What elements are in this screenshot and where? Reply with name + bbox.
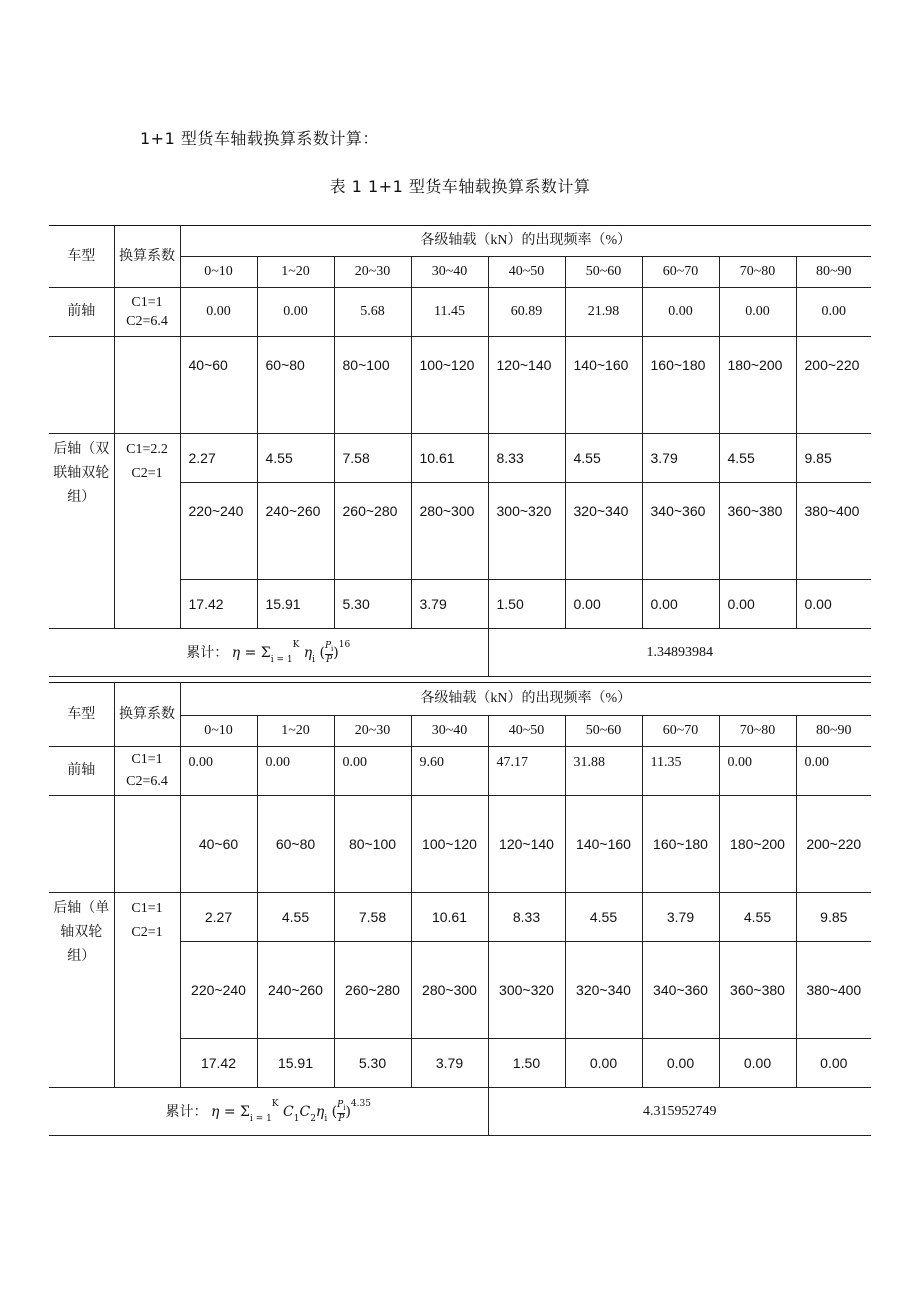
range-header: 60~70 bbox=[642, 257, 719, 288]
rear-range: 180~200 bbox=[719, 796, 796, 893]
sum-label: 累计： bbox=[165, 1105, 208, 1120]
rear-range: 40~60 bbox=[180, 337, 257, 434]
range-header: 30~40 bbox=[411, 257, 488, 288]
formula-lower: i = 1 bbox=[249, 1114, 272, 1124]
rear-value: 10.61 bbox=[411, 893, 488, 942]
rear-value: 0.00 bbox=[642, 1039, 719, 1088]
rear-value: 2.27 bbox=[180, 893, 257, 942]
rear-value: 7.58 bbox=[334, 893, 411, 942]
rear-value: 15.91 bbox=[257, 580, 334, 629]
front-coef bbox=[114, 747, 180, 796]
rear-range: 300~320 bbox=[488, 942, 565, 1039]
front-value: 11.35 bbox=[642, 747, 719, 796]
range-header: 0~10 bbox=[180, 716, 257, 747]
rear-range: 200~220 bbox=[796, 337, 871, 434]
sum-label: 累计： bbox=[186, 646, 229, 661]
rear-value: 0.00 bbox=[565, 1039, 642, 1088]
front-coef bbox=[114, 288, 180, 337]
frac-num: P bbox=[324, 641, 332, 652]
frequency-header: 各级轴载（kN）的出现频率（%） bbox=[180, 226, 871, 257]
empty-cell bbox=[114, 337, 180, 434]
rear-coef bbox=[114, 893, 180, 1088]
front-axle-label: 前轴 bbox=[49, 288, 114, 337]
rear-c2: C2=1 bbox=[131, 466, 163, 481]
rear-range: 160~180 bbox=[642, 337, 719, 434]
range-header: 0~10 bbox=[180, 257, 257, 288]
rear-range: 340~360 bbox=[642, 483, 719, 580]
rear-value: 7.58 bbox=[334, 434, 411, 483]
front-value: 0.00 bbox=[796, 288, 871, 337]
rear-value: 3.79 bbox=[411, 1039, 488, 1088]
rear-value: 1.50 bbox=[488, 1039, 565, 1088]
range-header: 60~70 bbox=[642, 716, 719, 747]
front-value: 0.00 bbox=[180, 288, 257, 337]
formula-lower: i = 1 bbox=[270, 655, 293, 665]
range-header: 80~90 bbox=[796, 257, 871, 288]
rear-value: 0.00 bbox=[719, 1039, 796, 1088]
rear-value: 5.30 bbox=[334, 580, 411, 629]
rear-range: 320~340 bbox=[565, 483, 642, 580]
vehicle-type-header: 车型 bbox=[49, 226, 114, 288]
rear-range: 360~380 bbox=[719, 942, 796, 1039]
empty-cell bbox=[49, 796, 114, 893]
rear-value: 9.85 bbox=[796, 434, 871, 483]
frac-den: P bbox=[326, 654, 333, 665]
formula-exponent: 4.35 bbox=[350, 1099, 371, 1109]
range-header: 40~50 bbox=[488, 716, 565, 747]
formula-upper: K bbox=[271, 1099, 279, 1109]
rear-range: 260~280 bbox=[334, 483, 411, 580]
axle-load-table-1 bbox=[49, 225, 871, 677]
rear-range: 40~60 bbox=[180, 796, 257, 893]
rear-range: 300~320 bbox=[488, 483, 565, 580]
front-value: 0.00 bbox=[719, 288, 796, 337]
sum-cell bbox=[49, 629, 488, 677]
front-value: 31.88 bbox=[565, 747, 642, 796]
rear-range: 60~80 bbox=[257, 796, 334, 893]
rear-value: 1.50 bbox=[488, 580, 565, 629]
front-value: 9.60 bbox=[411, 747, 488, 796]
rear-axle-label: 后轴（双联轴双轮组） bbox=[49, 434, 114, 629]
front-value: 0.00 bbox=[642, 288, 719, 337]
range-header: 20~30 bbox=[334, 716, 411, 747]
rear-range: 320~340 bbox=[565, 942, 642, 1039]
front-value: 0.00 bbox=[796, 747, 871, 796]
empty-cell bbox=[49, 337, 114, 434]
rear-value: 8.33 bbox=[488, 893, 565, 942]
rear-range: 200~220 bbox=[796, 796, 871, 893]
front-value: 11.45 bbox=[411, 288, 488, 337]
range-header: 40~50 bbox=[488, 257, 565, 288]
rear-range: 180~200 bbox=[719, 337, 796, 434]
rear-value: 2.27 bbox=[180, 434, 257, 483]
rear-value: 17.42 bbox=[180, 580, 257, 629]
front-c1: C1=1 bbox=[131, 295, 163, 310]
sum-formula: $\eta = \Sigma_{i = 1}^K$ $\eta_i$ ( $\frac{P_i}{P}$ )$^{16}$ bbox=[231, 640, 351, 665]
sum-value: 4.315952749 bbox=[488, 1088, 871, 1136]
rear-value: 4.55 bbox=[257, 434, 334, 483]
rear-value: 5.30 bbox=[334, 1039, 411, 1088]
range-header: 70~80 bbox=[719, 257, 796, 288]
empty-cell bbox=[114, 796, 180, 893]
rear-value: 15.91 bbox=[257, 1039, 334, 1088]
rear-value: 3.79 bbox=[642, 893, 719, 942]
rear-range: 380~400 bbox=[796, 483, 871, 580]
frac-num: P bbox=[337, 1100, 344, 1111]
rear-value: 4.55 bbox=[719, 434, 796, 483]
rear-value: 10.61 bbox=[411, 434, 488, 483]
range-header: 30~40 bbox=[411, 716, 488, 747]
rear-range: 160~180 bbox=[642, 796, 719, 893]
rear-range: 280~300 bbox=[411, 483, 488, 580]
front-value: 5.68 bbox=[334, 288, 411, 337]
front-c2: C2=6.4 bbox=[126, 774, 168, 789]
front-value: 0.00 bbox=[257, 747, 334, 796]
rear-range: 60~80 bbox=[257, 337, 334, 434]
rear-range: 340~360 bbox=[642, 942, 719, 1039]
rear-value: 4.55 bbox=[565, 893, 642, 942]
intro-text: 1+1 型货车轴载换算系数计算： bbox=[140, 129, 379, 148]
rear-range: 240~260 bbox=[257, 942, 334, 1039]
front-value: 47.17 bbox=[488, 747, 565, 796]
table-caption: 表 1 1+1 型货车轴载换算系数计算 bbox=[329, 177, 591, 196]
rear-value: 0.00 bbox=[796, 580, 871, 629]
rear-range: 240~260 bbox=[257, 483, 334, 580]
front-value: 0.00 bbox=[257, 288, 334, 337]
rear-c1: C1=1 bbox=[131, 901, 163, 916]
rear-value: 3.79 bbox=[411, 580, 488, 629]
rear-range: 220~240 bbox=[180, 483, 257, 580]
rear-value: 17.42 bbox=[180, 1039, 257, 1088]
sum-cell bbox=[49, 1088, 488, 1136]
rear-axle-label: 后轴（单轴双轮组） bbox=[49, 893, 114, 1088]
range-header: 80~90 bbox=[796, 716, 871, 747]
rear-c1: C1=2.2 bbox=[126, 442, 168, 457]
range-header: 20~30 bbox=[334, 257, 411, 288]
frac-den: P bbox=[338, 1113, 345, 1124]
rear-value: 0.00 bbox=[642, 580, 719, 629]
rear-value: 4.55 bbox=[257, 893, 334, 942]
range-header: 50~60 bbox=[565, 257, 642, 288]
rear-value: 0.00 bbox=[719, 580, 796, 629]
formula-exponent: 16 bbox=[338, 640, 351, 650]
front-value: 60.89 bbox=[488, 288, 565, 337]
range-header: 1~20 bbox=[257, 716, 334, 747]
rear-range: 120~140 bbox=[488, 337, 565, 434]
coef-header: 换算系数 bbox=[114, 226, 180, 288]
rear-range: 80~100 bbox=[334, 337, 411, 434]
front-value: 0.00 bbox=[180, 747, 257, 796]
rear-coef bbox=[114, 434, 180, 629]
rear-value: 4.55 bbox=[719, 893, 796, 942]
rear-range: 260~280 bbox=[334, 942, 411, 1039]
rear-range: 120~140 bbox=[488, 796, 565, 893]
front-c1: C1=1 bbox=[131, 752, 163, 767]
rear-c2: C2=1 bbox=[131, 925, 163, 940]
rear-range: 140~160 bbox=[565, 337, 642, 434]
rear-value: 8.33 bbox=[488, 434, 565, 483]
front-c2: C2=6.4 bbox=[126, 314, 168, 329]
sum-formula: $\eta = \Sigma_{i = 1}^K$ $C_1C_2\eta_i$ ( $\frac{P_i}{P}$ )$^{4.35}$ bbox=[211, 1099, 371, 1124]
rear-range: 140~160 bbox=[565, 796, 642, 893]
rear-value: 0.00 bbox=[796, 1039, 871, 1088]
rear-range: 100~120 bbox=[411, 337, 488, 434]
formula-upper: K bbox=[292, 640, 300, 650]
front-value: 0.00 bbox=[719, 747, 796, 796]
rear-range: 360~380 bbox=[719, 483, 796, 580]
rear-range: 220~240 bbox=[180, 942, 257, 1039]
axle-load-table-2 bbox=[49, 682, 871, 1136]
front-value: 0.00 bbox=[334, 747, 411, 796]
rear-value: 0.00 bbox=[565, 580, 642, 629]
rear-range: 280~300 bbox=[411, 942, 488, 1039]
rear-range: 100~120 bbox=[411, 796, 488, 893]
rear-range: 380~400 bbox=[796, 942, 871, 1039]
coef-header: 换算系数 bbox=[114, 683, 180, 747]
sum-value: 1.34893984 bbox=[488, 629, 871, 677]
range-header: 70~80 bbox=[719, 716, 796, 747]
front-value: 21.98 bbox=[565, 288, 642, 337]
range-header: 1~20 bbox=[257, 257, 334, 288]
rear-range: 80~100 bbox=[334, 796, 411, 893]
front-axle-label: 前轴 bbox=[49, 747, 114, 796]
range-header: 50~60 bbox=[565, 716, 642, 747]
rear-value: 9.85 bbox=[796, 893, 871, 942]
rear-value: 4.55 bbox=[565, 434, 642, 483]
frequency-header: 各级轴载（kN）的出现频率（%） bbox=[180, 683, 871, 716]
vehicle-type-header: 车型 bbox=[49, 683, 114, 747]
rear-value: 3.79 bbox=[642, 434, 719, 483]
